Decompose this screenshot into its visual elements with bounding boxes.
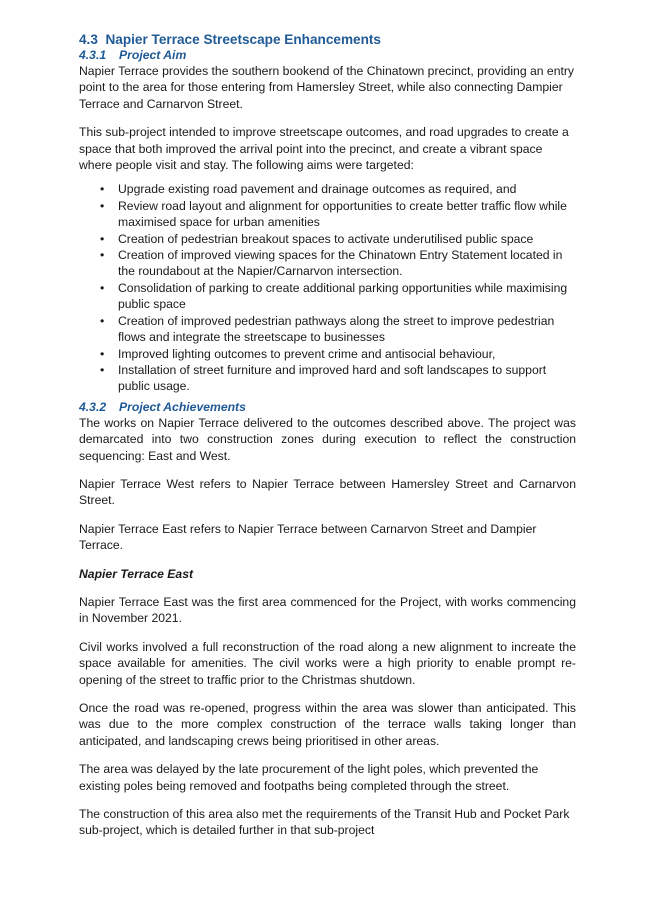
section-heading (79, 31, 576, 48)
document-page (79, 31, 576, 839)
list-item: • Creation of pedestrian breakout spaces to activate underutilised public space (100, 231, 534, 246)
paragraph: Napier Terrace provides the southern bookend of the Chinatown precinct, providing an entry point to the area for those entering from Hamersley Street, while also connecting Dampier Terrace and Carnarvon Street. (79, 64, 575, 111)
subsection-title: Project Achievements (119, 399, 246, 414)
subsection-title: Project Aim (119, 48, 187, 62)
bullet-icon: • (100, 346, 105, 361)
paragraph: The works on Napier Terrace delivered to the outcomes described above. The project was demarcated into two construction zones during execution to reflect the construction sequencing: East and West. (79, 415, 576, 463)
bullet-icon: • (100, 362, 105, 377)
bullet-icon: • (100, 231, 105, 246)
subsection-number: 4.3.1 (79, 48, 107, 62)
subsection-heading-achievements (79, 400, 576, 415)
bullet-icon: • (100, 313, 105, 328)
list-item: • Consolidation of parking to create additional parking opportunities while maximising public space (100, 280, 568, 312)
bullet-icon: • (100, 280, 105, 295)
list-item: • Improved lighting outcomes to prevent crime and antisocial behaviour, (100, 346, 496, 361)
paragraph: The construction of this area also met the requirements of the Transit Hub and Pocket Park sub-project, which is detailed further in that sub-project (79, 807, 570, 838)
subsection-number: 4.3.2 (79, 399, 107, 414)
section-title: Napier Terrace Streetscape Enhancements (105, 32, 381, 47)
paragraph: Once the road was re-opened, progress within the area was slower than anticipated. This was due to the more complex construction of the terrace walls taking longer than anticipated, and landscaping crews being prioritised in other areas. (79, 701, 576, 748)
paragraph: Napier Terrace East was the first area commenced for the Project, with works commencing in November 2021. (79, 594, 576, 626)
list-item: • Upgrade existing road pavement and drainage outcomes as required, and (100, 182, 517, 197)
subsection-heading-aim (79, 48, 576, 63)
paragraph: Napier Terrace West refers to Napier Terrace between Hamersley Street and Carnarvon Street. (79, 476, 576, 508)
list-item: • Installation of street furniture and improved hard and soft landscapes to support public usage. (100, 362, 547, 394)
list-item: • Review road layout and alignment for opportunities to create better traffic flow while maximised space for urban amenities (100, 198, 567, 230)
list-item: • Creation of improved pedestrian pathways along the street to improve pedestrian flows and integrate the streetscape to businesses (100, 313, 555, 345)
bullet-icon: • (100, 248, 105, 263)
list-item: • Creation of improved viewing spaces for the Chinatown Entry Statement located in the roundabout at the Napier/Carnarvon intersection. (100, 248, 563, 279)
napier-east-heading: Napier Terrace East (79, 566, 194, 581)
paragraph: Napier Terrace East refers to Napier Terrace between Carnarvon Street and Dampier Terrace. (79, 521, 537, 553)
bullet-icon: • (100, 182, 105, 197)
paragraph: Civil works involved a full reconstruction of the road along a new alignment to increate the space available for amenities. The civil works were a high priority to enable prompt re-opening of the street to traffic prior to the Christmas shutdown. (79, 639, 576, 687)
paragraph: This sub-project intended to improve streetscape outcomes, and road upgrades to create a space that both improved the arrival point into the precinct, and create a vibrant space where people visit and stay. The following aims were targeted: (79, 125, 569, 173)
section-number: 4.3 (79, 32, 98, 47)
bullet-icon: • (100, 198, 105, 213)
paragraph: The area was delayed by the late procurement of the light poles, which prevented the existing poles being removed and footpaths being completed through the street. (79, 762, 539, 793)
aims-list (79, 181, 576, 394)
